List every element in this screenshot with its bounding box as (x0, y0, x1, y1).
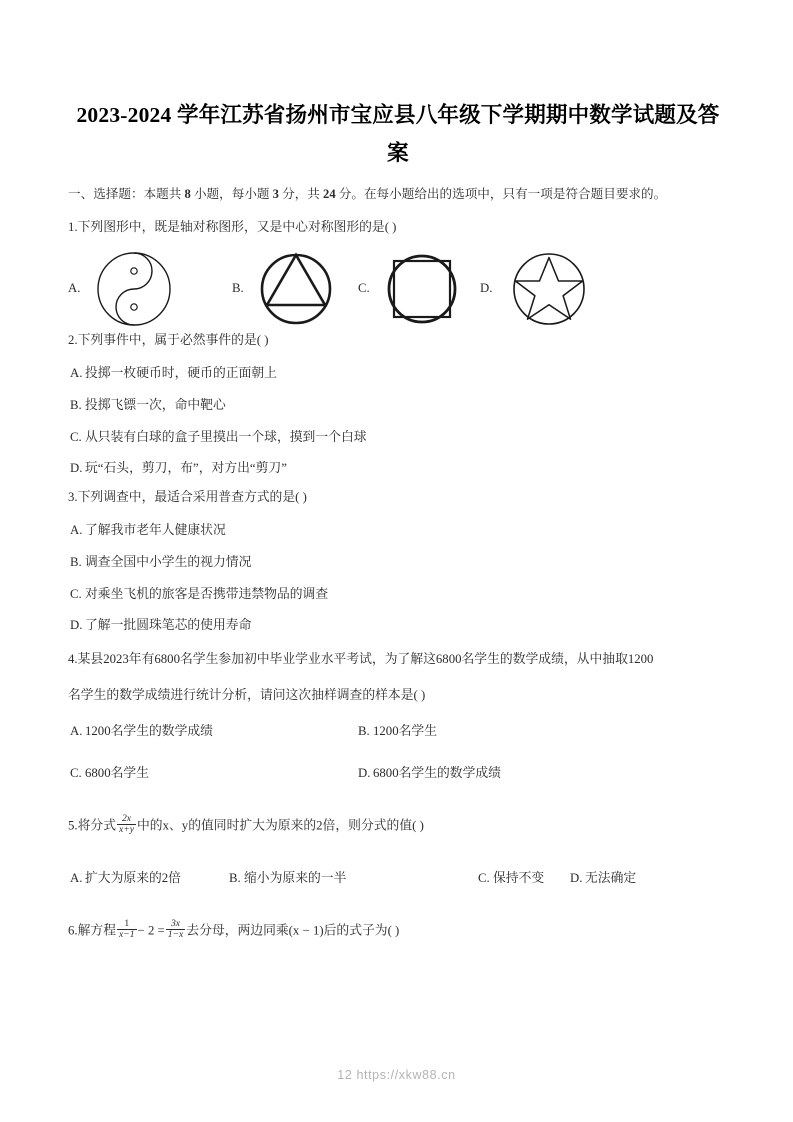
question-5-option-a-text: 扩大为原来的2倍 (85, 871, 181, 885)
question-1-option-d[interactable] (480, 248, 630, 330)
question-3-option-b-letter: B. (70, 555, 82, 569)
question-3-option-d[interactable] (70, 616, 251, 635)
question-3-option-c-text: 对乘坐飞机的旅客是否携带违禁物品的调查 (85, 587, 329, 601)
question-4-option-b-letter: B. (358, 724, 370, 738)
question-1-option-b-label: B. (232, 281, 244, 295)
question-2-option-c[interactable] (70, 428, 367, 447)
question-5-option-d[interactable] (570, 869, 636, 888)
question-5-fraction (117, 814, 136, 836)
question-1-option-c[interactable] (358, 248, 493, 330)
question-2-option-d-letter: D. (70, 461, 83, 475)
question-5-option-d-text: 无法确定 (585, 871, 637, 885)
question-4-stem-line-1: 4.某县2023年有6800名学生参加初中毕业学业水平考试，为了解这6800名学生的数学成绩，从中抽取1200 (68, 652, 654, 666)
question-4-option-d-letter: D. (358, 766, 371, 780)
question-5-option-c-text: 保持不变 (493, 871, 545, 885)
question-2-option-a[interactable] (70, 364, 277, 383)
question-1-figure-row (68, 248, 730, 330)
question-5-fraction-denominator: x+y (119, 824, 134, 836)
question-6-fraction-left-denominator: x−1 (119, 929, 135, 941)
question-4-option-b[interactable] (358, 722, 437, 741)
question-1-option-b[interactable] (232, 248, 372, 330)
question-6-fraction-right-denominator: 1−x (167, 929, 184, 941)
question-5-option-b[interactable] (229, 869, 346, 888)
question-3-option-a-letter: A. (70, 523, 83, 537)
question-2-option-b[interactable] (70, 396, 226, 415)
question-4-option-c[interactable] (70, 764, 149, 783)
page-footer-watermark: 12 https://xkw88.cn (337, 1068, 456, 1082)
question-4-option-c-text: 6800名学生 (85, 766, 149, 780)
question-5-option-a[interactable] (70, 869, 181, 888)
question-2-option-a-letter: A. (70, 366, 83, 380)
question-3-option-b-text: 调查全国中小学生的视力情况 (85, 555, 252, 569)
section-intro-count: 8 (184, 187, 191, 201)
section-intro-total: 24 (323, 187, 336, 201)
question-5-stem-after: 中的x、y的值同时扩大为原来的2倍，则分式的值( ) (137, 818, 424, 833)
page-title (74, 96, 722, 172)
question-2-stem: 2.下列事件中，属于必然事件的是( ) (68, 333, 269, 347)
question-6-stem-after: 去分母，两边同乘(x − 1)后的式子为( ) (186, 923, 400, 938)
question-4-option-d-text: 6800名学生的数学成绩 (373, 766, 501, 780)
question-1-option-d-label: D. (480, 281, 493, 295)
section-intro-part3: 分，共 (278, 187, 324, 201)
question-6-fraction-right (166, 919, 186, 941)
question-6-stem-before: 6.解方程 (68, 923, 116, 938)
question-2-option-d[interactable] (70, 459, 287, 478)
question-5-option-b-text: 缩小为原来的一半 (244, 871, 347, 885)
section-intro (68, 185, 730, 203)
page-title-line-1: 2023-2024 学年江苏省扬州市宝应县八年级下学期期中数学试题及答 (76, 103, 720, 127)
question-3-option-b[interactable] (70, 553, 251, 572)
star-in-circle-icon (506, 244, 592, 337)
question-1-stem: 1.下列图形中，既是轴对称图形，又是中心对称图形的是( ) (68, 220, 397, 234)
question-2-option-b-text: 投掷飞镖一次，命中靶心 (85, 398, 226, 412)
question-2-option-a-text: 投掷一枚硬币时，硬币的正面朝上 (85, 366, 277, 380)
question-3-option-c-letter: C. (70, 587, 82, 601)
question-3-option-c[interactable] (70, 585, 328, 604)
question-2-option-b-letter: B. (70, 398, 82, 412)
question-4-option-a-letter: A. (70, 724, 83, 738)
question-2-option-c-letter: C. (70, 430, 82, 444)
question-5-option-a-letter: A. (70, 871, 83, 885)
question-6-fraction-left (117, 919, 137, 941)
question-4-option-b-text: 1200名学生 (373, 724, 437, 738)
question-5-stem (68, 815, 424, 837)
question-5-fraction-numerator: 2x (121, 813, 132, 824)
section-intro-part2: 小题，每小题 (190, 187, 273, 201)
question-3-option-d-text: 了解一批圆珠笔芯的使用寿命 (85, 618, 252, 632)
question-2-option-d-text: 玩“石头，剪刀，布”，对方出“剪刀” (85, 461, 287, 475)
yin-yang-icon (94, 248, 174, 335)
question-5-option-b-letter: B. (229, 871, 241, 885)
question-6-stem (68, 920, 399, 942)
question-4-option-d[interactable] (358, 764, 501, 783)
question-3-option-d-letter: D. (70, 618, 83, 632)
triangle-in-circle-icon (256, 248, 336, 335)
question-1-option-c-label: C. (358, 281, 370, 295)
question-4-stem-line-2: 名学生的数学成绩进行统计分析，请问这次抽样调查的样本是( ) (68, 688, 426, 702)
section-intro-points: 3 (272, 187, 279, 201)
section-intro-part1: 一、选择题：本题共 (68, 187, 185, 201)
question-6-stem-mid: − 2 = (137, 923, 165, 938)
question-6-fraction-left-numerator: 1 (124, 918, 130, 929)
question-5-option-d-letter: D. (570, 871, 583, 885)
question-2-option-c-text: 从只装有白球的盒子里摸出一个球，摸到一个白球 (85, 430, 367, 444)
question-3-stem: 3.下列调查中，最适合采用普查方式的是( ) (68, 490, 307, 504)
question-4-option-c-letter: C. (70, 766, 82, 780)
question-4-option-a[interactable] (70, 722, 213, 741)
square-in-circle-icon (382, 248, 462, 335)
question-4-option-a-text: 1200名学生的数学成绩 (85, 724, 213, 738)
question-5-option-c-letter: C. (478, 871, 490, 885)
question-5-option-c[interactable] (478, 869, 544, 888)
question-1-option-a[interactable] (68, 248, 218, 330)
page-title-line-2: 案 (387, 141, 409, 165)
question-1-option-a-label: A. (68, 281, 81, 295)
section-intro-part4: 分。在每小题给出的选项中，只有一项是符合题目要求的。 (335, 187, 667, 201)
question-5-stem-before: 5.将分式 (68, 818, 116, 833)
question-3-option-a-text: 了解我市老年人健康状况 (85, 523, 226, 537)
question-6-fraction-right-numerator: 3x (171, 918, 181, 929)
question-3-option-a[interactable] (70, 521, 226, 540)
